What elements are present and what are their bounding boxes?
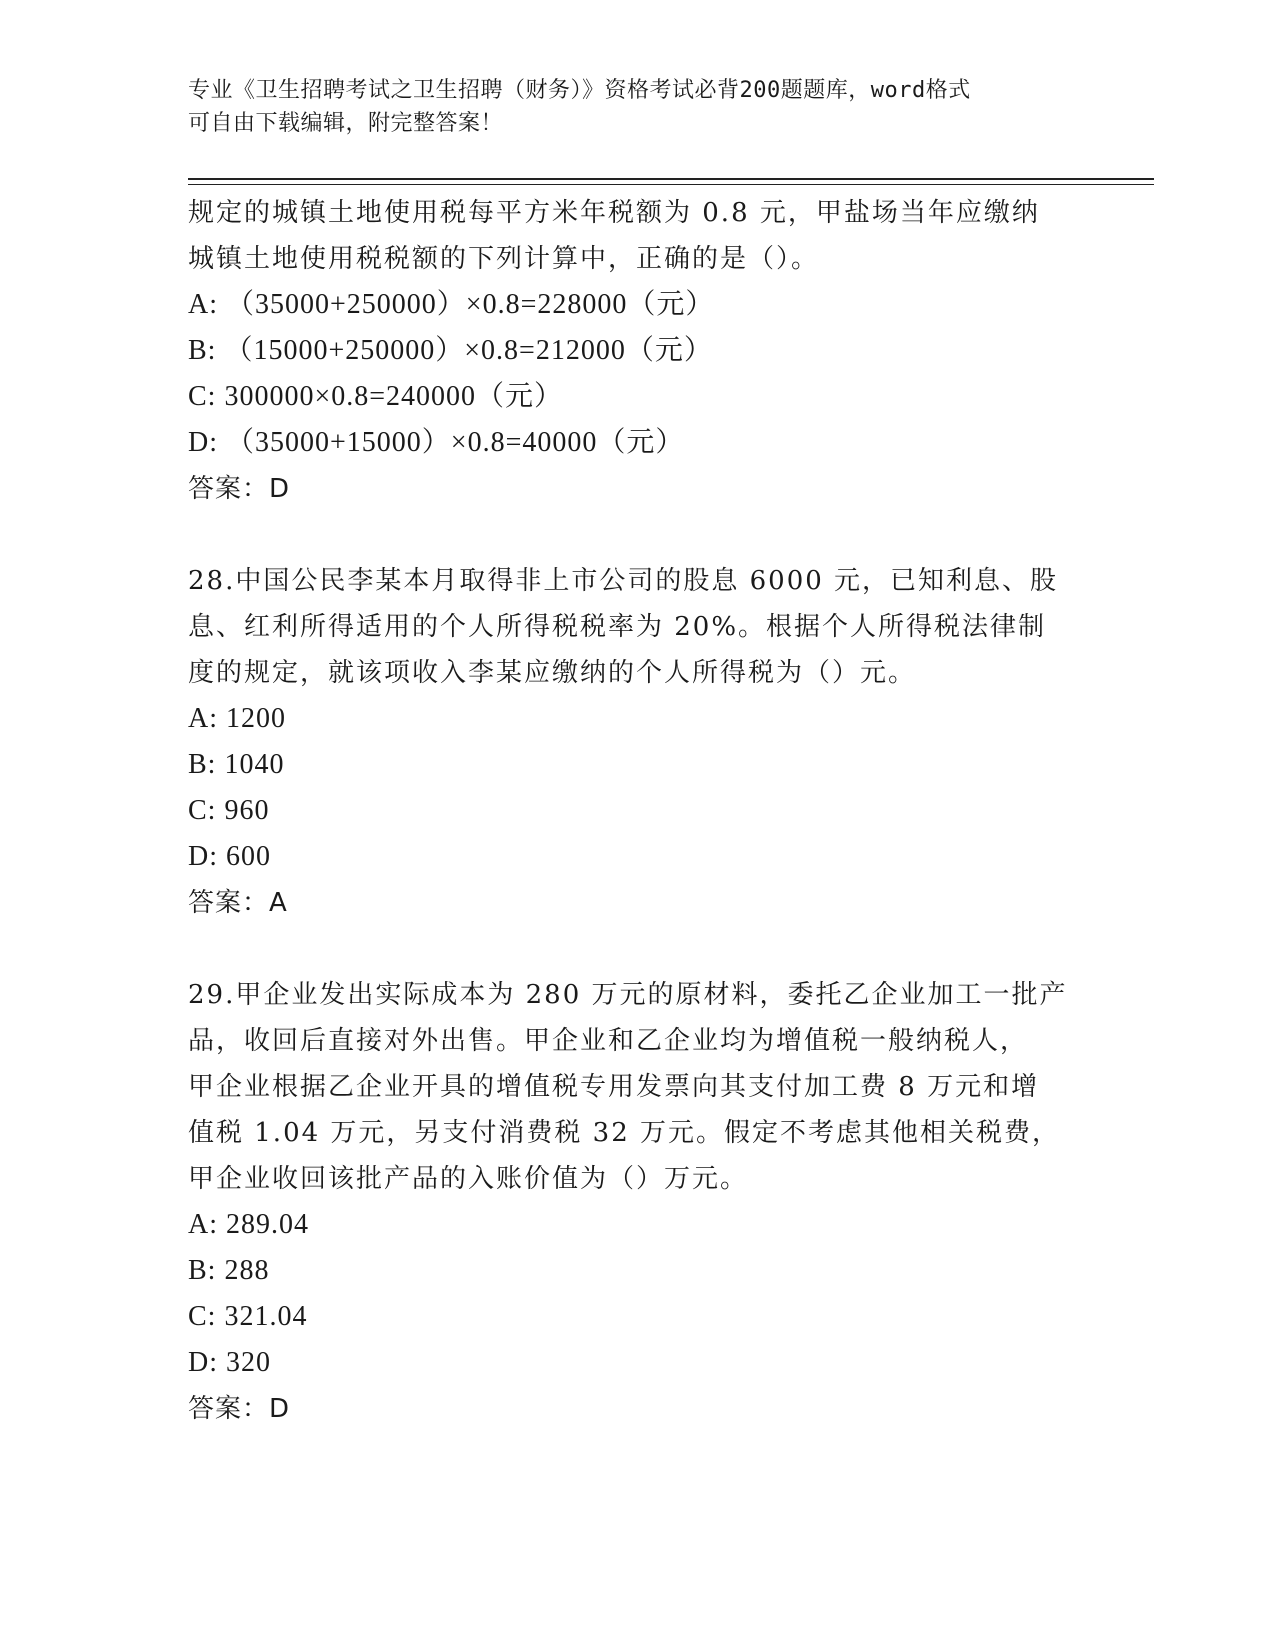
question-29-option-a: A: 289.04: [188, 1209, 309, 1240]
question-27-option-d: D: （35000+15000）×0.8=40000（元）: [188, 427, 685, 458]
question-list: [188, 190, 1088, 1432]
question-29-stem-line-4: 值税 1.04 万元，另支付消费税 32 万元。假定不考虑其他相关税费，: [188, 1118, 1061, 1148]
document-header: [188, 74, 1068, 140]
question-29-answer: 答案：D: [188, 1394, 291, 1424]
spacer: [188, 926, 1088, 972]
question-28-stem-line-3: 度的规定，就该项收入李某应缴纳的个人所得税为（）元。: [188, 658, 917, 688]
question-28-option-a: A: 1200: [188, 703, 286, 734]
header-divider-thick: [188, 178, 1154, 180]
question-28-option-b: B: 1040: [188, 749, 285, 780]
question-28-stem-line-2: 息、红利所得适用的个人所得税税率为 20%。根据个人所得税法律制: [188, 612, 1047, 642]
question-27-stem-line-1: 规定的城镇土地使用税每平方米年税额为 0.8 元，甲盐场当年应缴纳: [188, 198, 1040, 228]
question-29-stem-line-1: 29.甲企业发出实际成本为 280 万元的原材料，委托乙企业加工一批产: [188, 980, 1068, 1010]
question-27-option-b: B: （15000+250000）×0.8=212000（元）: [188, 335, 713, 366]
question-28-stem-line-1: 28.中国公民李某本月取得非上市公司的股息 6000 元，已知利息、股: [188, 566, 1059, 596]
question-29-stem-line-2: 品，收回后直接对外出售。甲企业和乙企业均为增值税一般纳税人，: [188, 1026, 1029, 1056]
question-27-answer: 答案：D: [188, 474, 291, 504]
header-line-1: 专业《卫生招聘考试之卫生招聘（财务）》资格考试必背200题题库，word格式: [188, 78, 971, 103]
header-divider-thin: [188, 184, 1154, 185]
question-28-option-c: C: 960: [188, 795, 270, 826]
question-29-option-b: B: 288: [188, 1255, 270, 1286]
question-29-option-d: D: 320: [188, 1347, 271, 1378]
question-27-option-c: C: 300000×0.8=240000（元）: [188, 381, 564, 412]
spacer: [188, 512, 1088, 558]
question-29-stem-line-5: 甲企业收回该批产品的入账价值为（）万元。: [188, 1164, 749, 1194]
question-27: [188, 190, 1088, 512]
question-29-option-c: C: 321.04: [188, 1301, 308, 1332]
question-29-stem-line-3: 甲企业根据乙企业开具的增值税专用发票向其支付加工费 8 万元和增: [188, 1072, 1040, 1102]
question-29: [188, 972, 1088, 1432]
question-28-option-d: D: 600: [188, 841, 271, 872]
question-28: [188, 558, 1088, 926]
question-27-stem-line-2: 城镇土地使用税税额的下列计算中，正确的是（）。: [188, 244, 820, 274]
question-28-answer: 答案：A: [188, 888, 288, 918]
header-line-2: 可自由下载编辑，附完整答案！: [188, 111, 504, 136]
question-27-option-a: A: （35000+250000）×0.8=228000（元）: [188, 289, 715, 320]
